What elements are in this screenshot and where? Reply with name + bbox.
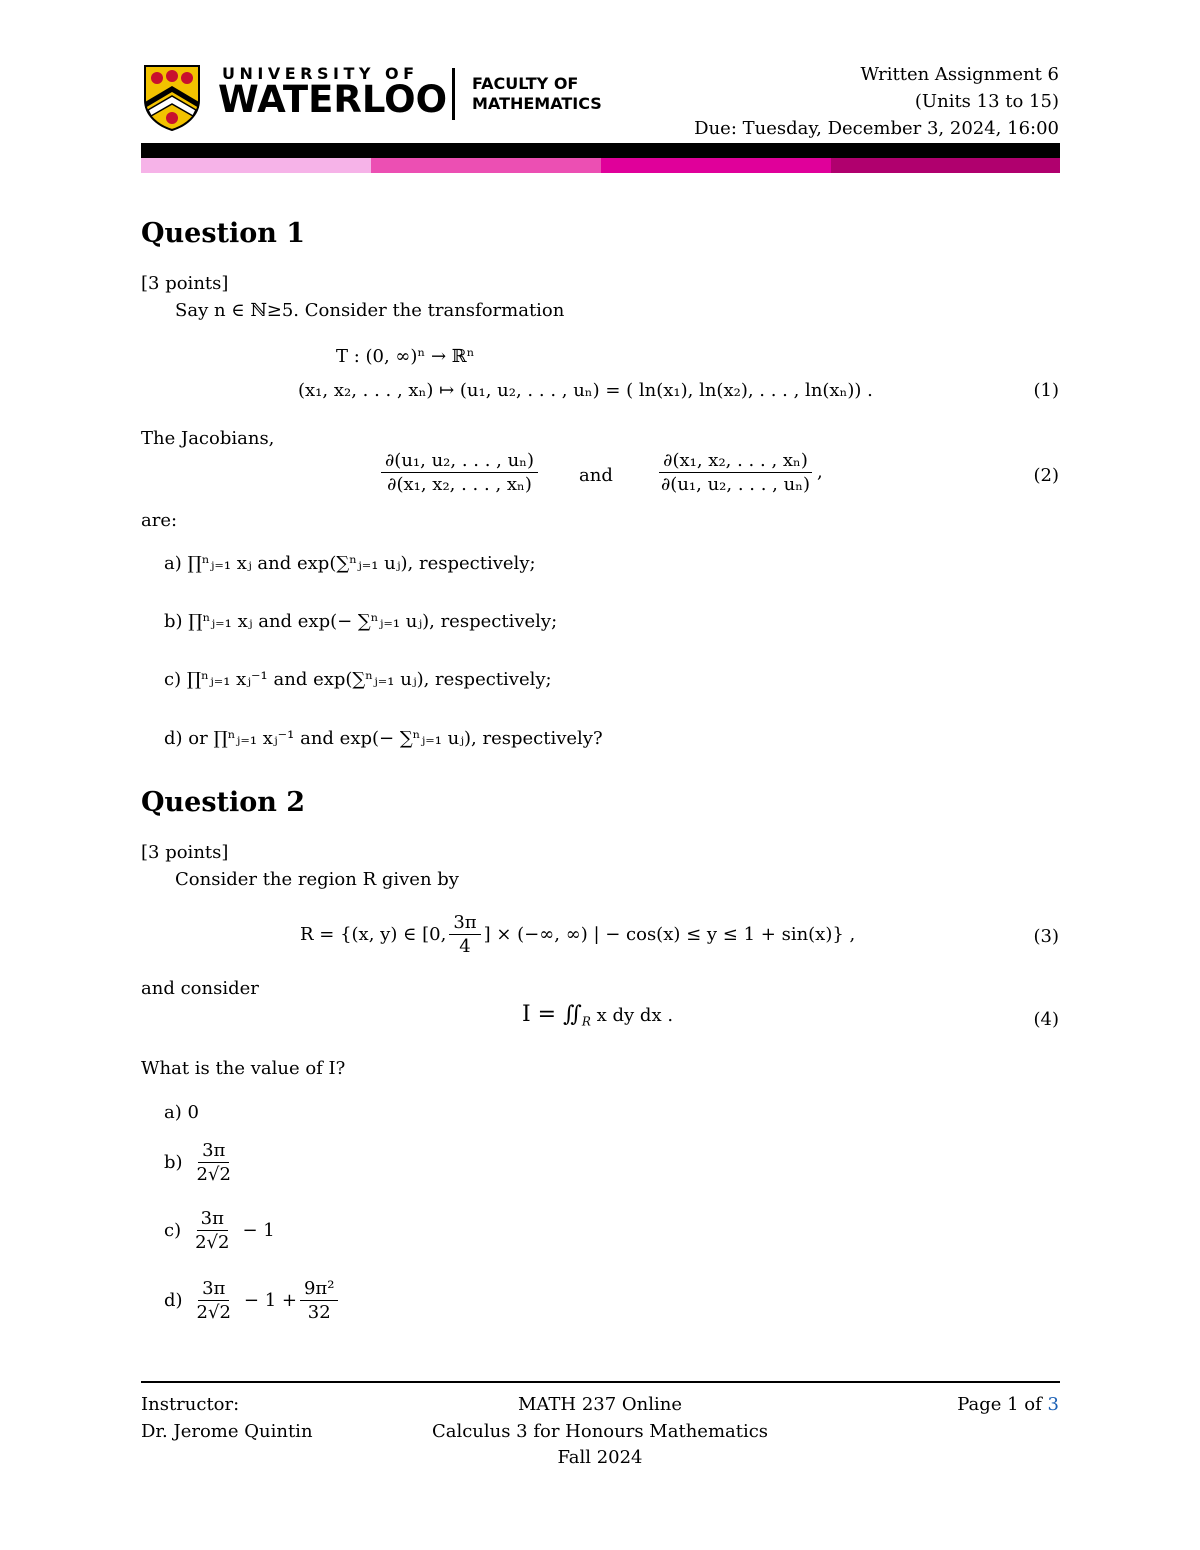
equation-4-integrand: x dy dx . [596, 1005, 674, 1026]
footer-instructor-name: Dr. Jerome Quintin [141, 1421, 313, 1442]
equation-3-right: ] × (−∞, ∞) | − cos(x) ≤ y ≤ 1 + sin(x)} , [483, 924, 856, 945]
option-text: ∏ⁿⱼ₌₁ xⱼ and exp(∑ⁿⱼ₌₁ uⱼ), respectively; [187, 553, 536, 574]
are-label: are: [141, 510, 178, 531]
option-tail: − 1 [242, 1220, 275, 1241]
equation-3 [300, 912, 855, 957]
question-2-prompt: What is the value of I? [141, 1058, 346, 1079]
q1-option-c [164, 669, 552, 690]
option-text: or ∏ⁿⱼ₌₁ xⱼ⁻¹ and exp(− ∑ⁿⱼ₌₁ uⱼ), respectively? [188, 728, 603, 749]
assignment-title: Written Assignment 6 [860, 64, 1059, 85]
equation-3-left: R = {(x, y) ∈ [0, [300, 924, 447, 945]
question-1-title: Question 1 [141, 218, 306, 249]
equation-1-number: (1) [1033, 380, 1059, 401]
option-text: 0 [187, 1102, 199, 1123]
equation-4-lhs: I = ∬ [522, 1002, 582, 1027]
option-label: d) [164, 728, 183, 749]
jacobian-fraction-b [657, 450, 814, 495]
logo-divider [452, 68, 455, 120]
footer-rule [141, 1381, 1060, 1383]
equation-2b: $\frac{\text{∂(x₁, x₂, . . . , xₙ)}}{\text{∂(u₁, u₂, . . . , uₙ)}}$ , [654, 450, 823, 495]
jacobian-b-denominator: ∂(u₁, u₂, . . . , uₙ) [661, 474, 811, 495]
jacobian-fraction-a [381, 450, 538, 495]
question-1-points: [3 points] [141, 273, 229, 294]
fraction-numerator: 3π [198, 1278, 229, 1301]
university-shield-icon [143, 64, 201, 132]
logo-university-name: WATERLOO [218, 78, 448, 121]
equation-1-line1: T : (0, ∞)ⁿ → ℝⁿ [336, 346, 475, 367]
jacobian-b-numerator: ∂(x₁, x₂, . . . , xₙ) [659, 450, 812, 473]
footer-page-number [957, 1394, 1059, 1415]
header-bar-segment [831, 158, 1060, 173]
logo-faculty-line2: MATHEMATICS [472, 94, 602, 113]
equation-4 [522, 1002, 673, 1029]
fraction-denominator: 32 [307, 1302, 331, 1323]
option-label: d) [164, 1290, 183, 1311]
footer-course-code: MATH 237 Online [517, 1394, 683, 1415]
fraction-denominator: 2√2 [196, 1164, 231, 1185]
q2-option-c [164, 1208, 275, 1253]
logo-university-line: UNIVERSITY OF [222, 64, 419, 83]
assignment-due-date: Due: Tuesday, December 3, 2024, 16:00 [694, 118, 1059, 139]
header-bar-segment [601, 158, 831, 173]
q2-option-d [164, 1278, 341, 1323]
equation-3-number: (3) [1033, 926, 1059, 947]
q1-option-b [164, 611, 557, 632]
q1-option-d [164, 728, 603, 749]
page-prefix: Page 1 of [957, 1394, 1042, 1415]
and-consider-label: and consider [141, 978, 259, 999]
option-label: c) [164, 669, 182, 690]
logo-faculty-line1: FACULTY OF [472, 74, 579, 93]
fraction-numerator: 3π [198, 1140, 229, 1163]
option-label: a) [164, 553, 182, 574]
equation-4-number: (4) [1033, 1009, 1059, 1030]
equation-2 [378, 450, 541, 495]
header-bar-segment [141, 158, 371, 173]
footer-course-title: Calculus 3 for Honours Mathematics [431, 1421, 769, 1442]
option-tail: − 1 + [243, 1290, 297, 1311]
equation-4-region: R [581, 1014, 591, 1029]
q2-option-a [164, 1102, 199, 1123]
header-bar-segment [371, 158, 601, 173]
equation-3-frac-den: 4 [459, 936, 471, 957]
q2-option-b [164, 1140, 238, 1185]
fraction-denominator: 2√2 [196, 1302, 231, 1323]
fraction-numerator: 9π² [300, 1278, 339, 1301]
option-label: c) [164, 1220, 182, 1241]
jacobian-a-denominator: ∂(x₁, x₂, . . . , xₙ) [387, 474, 532, 495]
jacobian-a-numerator: ∂(u₁, u₂, . . . , uₙ) [381, 450, 538, 473]
jacobians-label: The Jacobians, [141, 428, 275, 449]
footer-term: Fall 2024 [557, 1447, 643, 1468]
fraction-numerator: 3π [197, 1208, 228, 1231]
option-label: b) [164, 1152, 183, 1173]
question-2-points: [3 points] [141, 842, 229, 863]
option-text: ∏ⁿⱼ₌₁ xⱼ and exp(− ∑ⁿⱼ₌₁ uⱼ), respectively; [188, 611, 558, 632]
option-text: ∏ⁿⱼ₌₁ xⱼ⁻¹ and exp(∑ⁿⱼ₌₁ uⱼ), respectively; [186, 669, 552, 690]
equation-3-frac-num: 3π [449, 912, 480, 935]
option-label: b) [164, 611, 183, 632]
jacobian-and: and [579, 465, 613, 486]
question-2-intro: Consider the region R given by [175, 869, 459, 890]
fraction-denominator: 2√2 [195, 1232, 230, 1253]
q1-option-a [164, 553, 536, 574]
question-1-intro: Say n ∈ ℕ≥5. Consider the transformation [175, 300, 565, 321]
footer-instructor-label: Instructor: [141, 1394, 240, 1415]
header-bar-black [141, 143, 1060, 158]
assignment-units: (Units 13 to 15) [914, 91, 1059, 112]
equation-1-line2: (x₁, x₂, . . . , xₙ) ↦ (u₁, u₂, . . . , uₙ) = ( ln(x₁), ln(x₂), . . . , ln(xₙ)) . [298, 380, 873, 401]
page-total-link[interactable]: 3 [1047, 1394, 1059, 1415]
equation-2-number: (2) [1033, 465, 1059, 486]
option-label: a) [164, 1102, 182, 1123]
question-2-title: Question 2 [141, 787, 306, 818]
